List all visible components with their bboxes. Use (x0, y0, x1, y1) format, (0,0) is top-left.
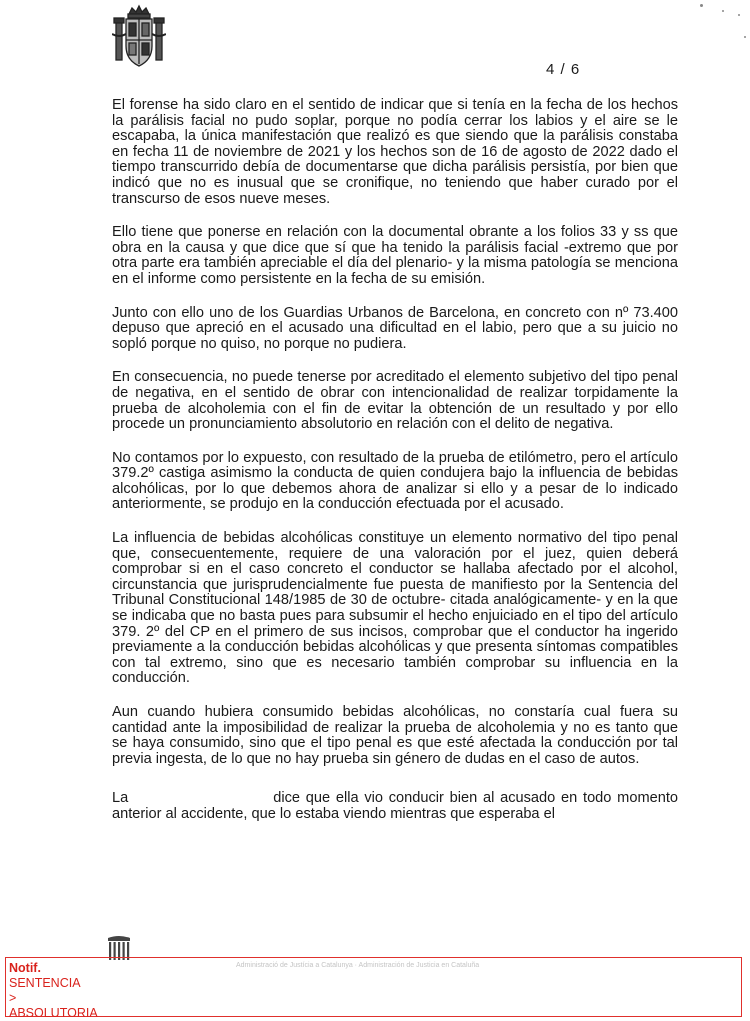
footer-watermark-text: Administració de Justícia a Catalunya · Administración de Justicia en Cataluña (236, 962, 480, 969)
paragraph: En consecuencia, no puede tenerse por acreditado el elemento subjetivo del tipo penal de negativa, en el sentido de obrar con intencionalidad de realizar torpidamente la prueba de alcoholemia con el fin de evitar la obtención de un resultado y por ello procede un pronunciamiento absolutorio en relación con el delito de negativa. (112, 369, 678, 433)
scan-speck (722, 10, 724, 12)
scan-speck (700, 4, 703, 7)
paragraph: No contamos por lo expuesto, con resultado de la prueba de etilómetro, pero el artículo 379.2º castiga asimismo la conducta de quien condujera bajo la influencia de bebidas alcohólicas, por lo que debemos ahora de analizar si ello y a pesar de lo indicado anteriormente, se produjo en la conducción efectuada por el acusado. (112, 449, 678, 513)
notification-title: Notif. (9, 961, 41, 975)
paragraph: La influencia de bebidas alcohólicas constituye un elemento normativo del tipo penal que, consecuentemente, requiere de una valoración por el juez, quien deberá comprobar si en el caso concreto el conductor se hallaba afectado por el alcohol, circunstancia que jurisprudencialmente fue puesta de manifiesto por la Sentencia del Tribunal Constitucional 148/1985 de 30 de octubre- citada analógicamente- y en la que se indicaba que no basta pues para subsumir el hecho enjuiciado en el tipo del artículo 379. 2º del CP en el primero de sus incisos, comprobar que el conductor ha ingerido previamente a la conducción bebidas alcohólicas y que presenta síntomas compatibles con tal extremo, sino que es necesario también comprobar su influencia en la conducción. (112, 530, 678, 687)
notification-stamp (9, 961, 98, 1021)
paragraph-lead: La (112, 790, 129, 807)
notification-line: > (9, 991, 17, 1005)
page-number: 4 / 6 (546, 61, 581, 78)
notification-line: SENTENCIA (9, 976, 81, 990)
paragraph: Aun cuando hubiera consumido bebidas alcohólicas, no constaría cual fuera su cantidad ante la imposibilidad de realizar la prueba de alcoholemia y no es tanto que se haya consumido, sino que el tipo penal es que esté afectada la conducción por tal previa ingesta, de lo que no hay prueba sin género de dudas en el caso de autos. (112, 704, 678, 767)
notification-line: ABSOLUTORIA (9, 1006, 98, 1020)
document-body (112, 98, 678, 841)
paragraph: Ello tiene que ponerse en relación con la documental obrante a los folios 33 y ss que obra en la causa y que dice que sí que ha tenido la parálisis facial -extremo que por otra parte era también apreciable el día del plenario- y la misma patología se menciona en el informe como persistente en la fecha de su emisión. (112, 224, 678, 287)
paragraph: Junto con ello uno de los Guardias Urbanos de Barcelona, en concreto con nº 73.400 depuso que apreció en el acusado una dificultad en el labio, pero que a su juicio no sopló porque no quiso, no porque no pudiera. (112, 304, 678, 352)
spanish-coat-of-arms-icon (112, 4, 166, 70)
notification-stamp-box (5, 957, 742, 1017)
scan-speck (744, 36, 746, 38)
paragraph-rest: dice que ella vio conducir bien al acusado en todo momento anterior al accidente, que lo estaba viendo mientras que esperaba el (112, 790, 678, 822)
scan-speck (738, 14, 740, 16)
paragraph-with-redaction (112, 791, 678, 822)
paragraph: El forense ha sido claro en el sentido de indicar que si tenía en la fecha de los hechos la parálisis facial no pudo soplar, porque no podía cerrar los labios y el aire se le escapaba, la única manifestación que realizó es que siendo que la parálisis constaba en fecha 11 de noviembre de 2021 y los hechos son de 16 de agosto de 2022 dado el tiempo transcurrido debía de documentarse que dicha parálisis persistía, por bien que indicó que no es inusual que se cronifique, no teniendo que haber curado por el transcurso de esos nueve meses. (112, 97, 678, 207)
